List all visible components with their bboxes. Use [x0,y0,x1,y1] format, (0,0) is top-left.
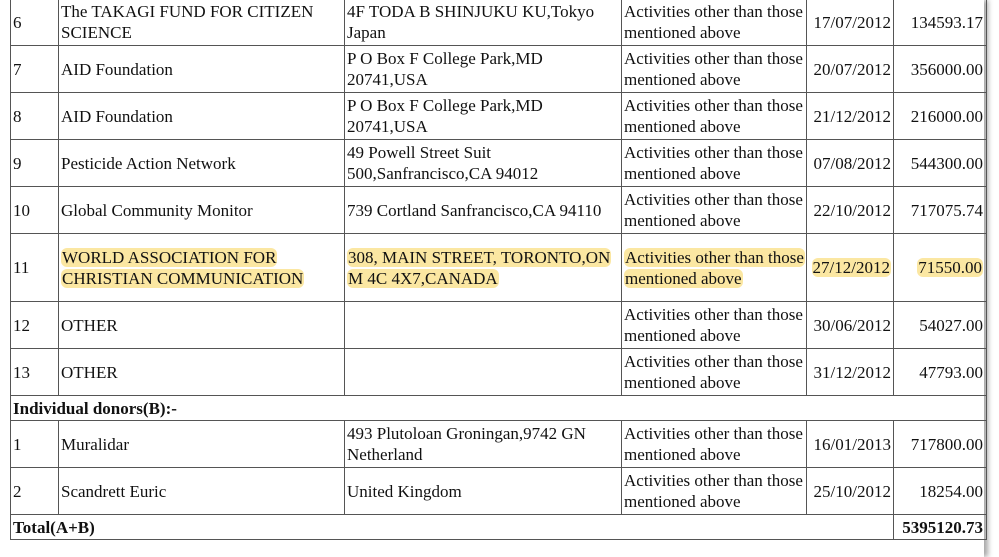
table-row [11,187,987,234]
purpose: Activities other than those mentioned above [622,187,807,234]
donor-name: AID Foundation [59,93,345,140]
donor-address: 4F TODA B SHINJUKU KU,Tokyo Japan [345,0,622,46]
table-row [11,46,987,93]
amount: 717800.00 [894,421,987,468]
amount: 356000.00 [894,46,987,93]
table-row-highlighted [11,234,987,302]
amount: 216000.00 [894,93,987,140]
section-row [11,396,987,421]
purpose: Activities other than those mentioned above [622,46,807,93]
donor-name: Global Community Monitor [59,187,345,234]
amount: 47793.00 [894,349,987,396]
donor-name: Pesticide Action Network [59,140,345,187]
receipt-date: 30/06/2012 [807,302,894,349]
donor-table [10,0,987,540]
serial-number: 6 [11,0,59,46]
amount: 134593.17 [894,0,987,46]
donor-address: United Kingdom [345,468,622,515]
donor-address: 308, MAIN STREET, TORONTO,ON M 4C 4X7,CANADA [348,247,611,288]
table-row [11,421,987,468]
purpose: Activities other than those mentioned above [622,0,807,46]
total-amount: 5395120.73 [894,515,987,540]
donor-address: 739 Cortland Sanfrancisco,CA 94110 [345,187,622,234]
serial-number: 9 [11,140,59,187]
amount-cell [894,234,987,302]
table-row [11,302,987,349]
donor-address [345,302,622,349]
amount: 54027.00 [894,302,987,349]
purpose: Activities other than those mentioned above [622,421,807,468]
receipt-date: 20/07/2012 [807,46,894,93]
donor-name: OTHER [59,349,345,396]
purpose: Activities other than those mentioned above [622,93,807,140]
serial-number: 7 [11,46,59,93]
receipt-date: 27/12/2012 [812,258,890,277]
donor-name: WORLD ASSOCIATION FOR CHRISTIAN COMMUNICATION [62,247,304,288]
amount: 717075.74 [894,187,987,234]
donor-name: The TAKAGI FUND FOR CITIZEN SCIENCE [59,0,345,46]
table-row [11,0,987,46]
donor-name: AID Foundation [59,46,345,93]
receipt-date: 17/07/2012 [807,0,894,46]
receipt-date: 21/12/2012 [807,93,894,140]
amount: 18254.00 [894,468,987,515]
table-row [11,349,987,396]
receipt-date: 31/12/2012 [807,349,894,396]
total-label: Total(A+B) [11,515,894,540]
donor-address-cell [345,234,622,302]
serial-number: 13 [11,349,59,396]
table-row [11,93,987,140]
receipt-date: 25/10/2012 [807,468,894,515]
serial-number: 10 [11,187,59,234]
donor-name-cell [59,234,345,302]
purpose-cell [622,234,807,302]
table-row [11,140,987,187]
purpose: Activities other than those mentioned above [625,247,804,288]
purpose: Activities other than those mentioned above [622,468,807,515]
purpose: Activities other than those mentioned above [622,302,807,349]
donor-name: Scandrett Euric [59,468,345,515]
donor-address: P O Box F College Park,MD 20741,USA [345,93,622,140]
receipt-date: 22/10/2012 [807,187,894,234]
amount: 544300.00 [894,140,987,187]
total-row [11,515,987,540]
amount: 71550.00 [918,258,982,277]
purpose: Activities other than those mentioned above [622,140,807,187]
donor-address: 49 Powell Street Suit 500,Sanfrancisco,CA 94012 [345,140,622,187]
serial-number: 11 [11,234,59,302]
serial-number: 12 [11,302,59,349]
donor-address: 493 Plutoloan Groningan,9742 GN Netherland [345,421,622,468]
receipt-date-cell [807,234,894,302]
donor-address: P O Box F College Park,MD 20741,USA [345,46,622,93]
individual-donors-heading: Individual donors(B):- [11,396,987,421]
receipt-date: 16/01/2013 [807,421,894,468]
table-row [11,468,987,515]
donor-name: OTHER [59,302,345,349]
donor-address [345,349,622,396]
purpose: Activities other than those mentioned above [622,349,807,396]
serial-number: 8 [11,93,59,140]
serial-number: 2 [11,468,59,515]
donor-name: Muralidar [59,421,345,468]
receipt-date: 07/08/2012 [807,140,894,187]
serial-number: 1 [11,421,59,468]
